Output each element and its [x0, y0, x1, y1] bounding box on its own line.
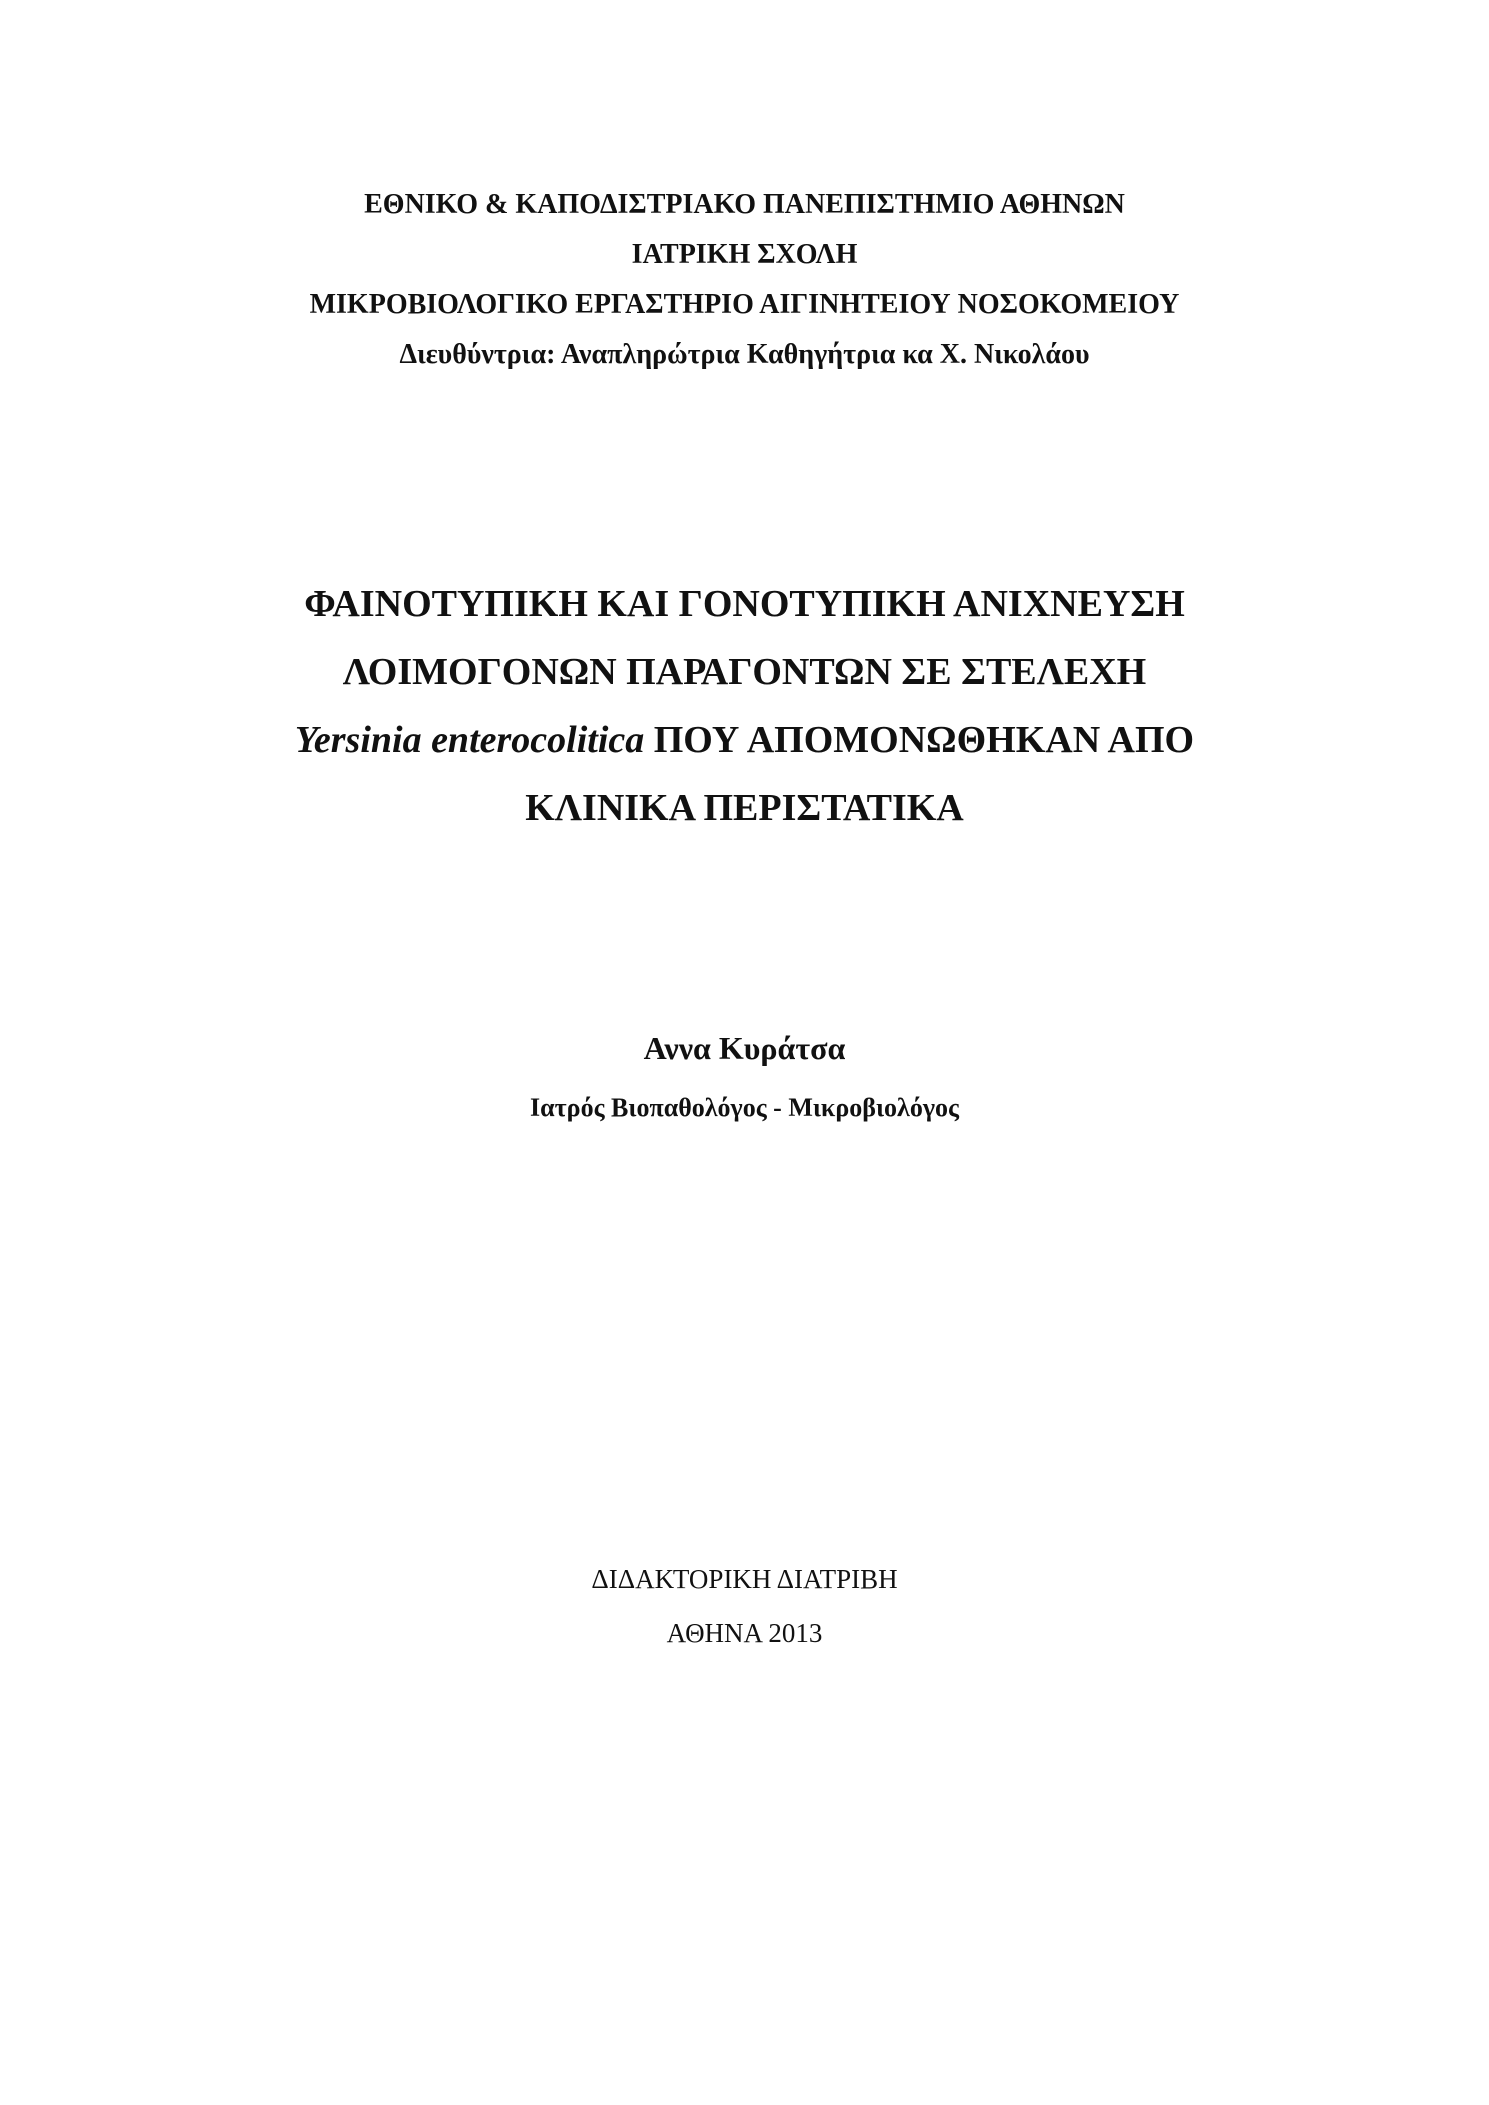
- document-type: ΔΙΔΑΚΤΟΡΙΚΗ ΔΙΑΤΡΙΒΗ: [591, 1564, 898, 1594]
- author-name: Αννα Κυράτσα: [643, 1030, 846, 1066]
- institution-header: [0, 180, 1489, 380]
- title-line-2: ΛΟΙΜΟΓΟΝΩΝ ΠΑΡΑΓΟΝΤΩΝ ΣΕ ΣΤΕΛΕΧΗ: [342, 651, 1147, 693]
- title-line-1: ΦΑΙΝΟΤΥΠΙΚΗ ΚΑΙ ΓΟΝΟΤΥΠΙΚΗ ΑΝΙΧΝΕΥΣΗ: [304, 583, 1185, 625]
- university-name: ΕΘΝΙΚΟ & ΚΑΠΟΔΙΣΤΡΙΑΚΟ ΠΑΝΕΠΙΣΤΗΜΙΟ ΑΘΗΝΩΝ: [364, 189, 1125, 220]
- director-line: Διευθύντρια: Αναπληρώτρια Καθηγήτρια κα Χ. Νικολάου: [399, 339, 1090, 370]
- school-name: ΙΑΤΡΙΚΗ ΣΧΟΛΗ: [631, 239, 858, 270]
- author-role: Ιατρός Βιοπαθολόγος - Μικροβιολόγος: [530, 1093, 959, 1122]
- footer: [0, 1552, 1489, 1660]
- place-year: ΑΘΗΝΑ 2013: [666, 1618, 823, 1648]
- species-name: Yersinia enterocolitica: [294, 719, 645, 761]
- title-line-4: ΚΛΙΝΙΚΑ ΠΕΡΙΣΤΑΤΙΚΑ: [525, 787, 964, 829]
- laboratory-name: ΜΙΚΡΟΒΙΟΛΟΓΙΚΟ ΕΡΓΑΣΤΗΡΙΟ ΑΙΓΙΝΗΤΕΙΟΥ ΝΟΣΟΚΟΜΕΙΟΥ: [309, 289, 1180, 320]
- thesis-title: [0, 570, 1489, 842]
- title-line-3-rest: ΠΟΥ ΑΠΟΜΟΝΩΘΗΚΑΝ ΑΠΟ: [644, 719, 1195, 761]
- title-line-3: [0, 706, 1489, 774]
